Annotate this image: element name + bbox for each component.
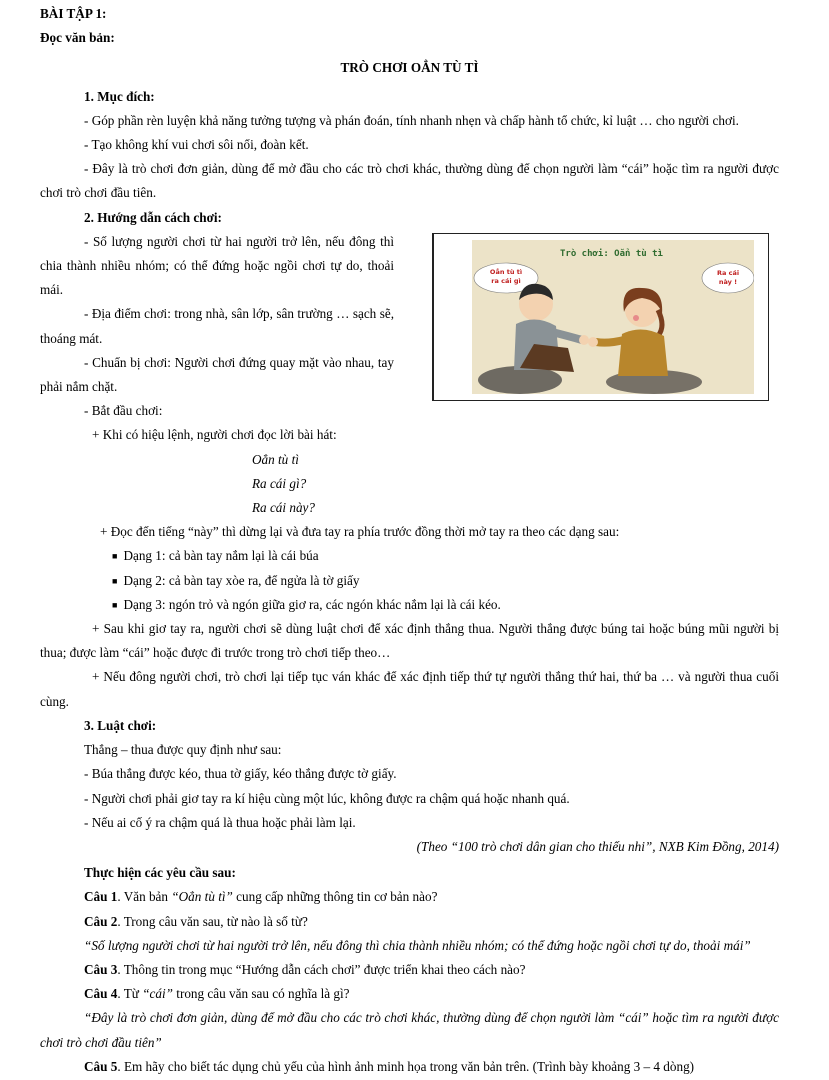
questions-heading: Thực hiện các yêu cầu sau: [84,865,236,881]
question-2-text: . Trong câu văn sau, từ nào là số từ? [117,913,308,929]
question-1-text-c: cung cấp những thông tin cơ bản nào? [232,889,438,905]
figure-frame-left [432,234,434,400]
section-2-wrapped-text [40,230,394,399]
bullet-item-1: ■ Dạng 1: cả bàn tay nắm lại là cái búa [40,544,779,568]
bullet-item-3: ■ Dạng 3: ngón trỏ và ngón giữa giơ ra, các ngón khác nắm lại là cái kéo. [40,593,779,617]
section-1-para-1: - Góp phần rèn luyện khả năng tưởng tượng và phán đoán, tính nhanh nhẹn và chấp hành tổ chức, kỉ luật … cho người chơi. [84,112,739,128]
document-title: TRÒ CHƠI OẲN TÙ TÌ [340,60,479,76]
question-2-label: Câu 2 [84,913,118,929]
question-3-text: . Thông tin trong mục “Hướng dẫn cách chơi” được triển khai theo cách nào? [117,961,526,977]
read-instruction: Đọc văn bản: [40,30,115,46]
question-2 [40,910,779,934]
question-4-text-b: “cái” [142,986,173,1002]
question-5 [40,1055,779,1079]
section-3-para-1: Thắng – thua được quy định như sau: [84,742,282,758]
question-4-label: Câu 4 [84,986,118,1002]
section-2-heading: 2. Hướng dẫn cách chơi: [84,209,222,225]
section-3-para-3: - Người chơi phải giơ tay ra kí hiệu cùng một lúc, không được ra chậm quá hoặc nhanh quá. [84,790,570,806]
section-2-para-1: - Số lượng người chơi từ hai người trở lên, nếu đông thì chia thành nhiều nhóm; có thể đứng hoặc ngồi chơi tự do, thoải mái. [40,233,394,298]
illustration-figure [432,233,769,401]
bullet-item-2: ■ Dạng 2: cả bàn tay xòe ra, để ngửa là tờ giấy [40,569,779,593]
poem-line-2: Ra cái gì? [252,475,307,491]
svg-text:Ra cái: Ra cái [716,269,740,277]
question-4-quote: “Đây là trò chơi đơn giản, dùng để mở đầu cho các trò chơi khác, thường dùng để chọn người làm “cái” hoặc tìm ra người được chơi trò chơi đầu tiên” [40,1010,779,1050]
section-1-heading: 1. Mục đích: [84,88,155,104]
illustration-image [472,240,754,394]
svg-text:này !: này ! [718,278,738,286]
section-2-para-8: + Nếu đông người chơi, trò chơi lại tiếp tục ván khác để xác định tiếp thứ tự người thắng thứ hai, thứ ba … và người thua cuối cùng. [40,669,779,709]
section-2-para-4: - Bắt đầu chơi: [84,403,163,419]
question-1-text-b: “Oẳn tù tì” [171,889,233,905]
section-3-para-2: - Búa thắng được kéo, thua tờ giấy, kéo thắng được tờ giấy. [84,766,397,782]
section-2-para-5: + Khi có hiệu lệnh, người chơi đọc lời bài hát: [92,427,337,443]
question-1-label: Câu 1 [84,889,118,905]
section-3-para-4: - Nếu ai cố ý ra chậm quá là thua hoặc phải làm lại. [84,814,356,830]
poem-line-3: Ra cái này? [252,500,315,516]
question-1 [40,885,779,909]
section-1-para-3: - Đây là trò chơi đơn giản, dùng để mở đầu cho các trò chơi khác, thường dùng để chọn người làm “cái” hoặc tìm ra người được chơi trò chơi đầu tiên. [40,161,779,201]
exercise-label: BÀI TẬP 1: [40,6,107,21]
section-3-heading: 3. Luật chơi: [84,717,157,733]
question-4 [40,982,779,1006]
question-4-text-c: trong câu văn sau có nghĩa là gì? [172,986,350,1002]
question-5-text: . Em hãy cho biết tác dụng chủ yếu của hình ảnh minh họa trong văn bản trên. (Trình bày khoảng 3 – 4 dòng) [117,1058,695,1074]
bubble-left-line: Oẳn tù tì [489,268,523,276]
section-1-para-2: - Tạo không khí vui chơi sôi nổi, đoàn kết. [84,137,309,153]
question-3-label: Câu 3 [84,961,118,977]
poem-line-1: Oẳn tù tì [252,451,299,467]
question-3 [40,958,779,982]
question-2-quote: “Số lượng người chơi từ hai người trở lên, nếu đông thì chia thành nhiều nhóm; có thể đứng hoặc ngồi chơi tự do, thoải mái” [84,937,751,953]
section-2-para-7: + Sau khi giơ tay ra, người chơi sẽ dùng luật chơi để xác định thắng thua. Người thắng được búng tai hoặc búng mũi người bị thua; được làm “cái” hoặc được đi trước trong trò chơi tiếp theo… [40,621,779,661]
question-4-text-a: . Từ [117,986,143,1002]
section-2-para-3: - Chuẩn bị chơi: Người chơi đứng quay mặt vào nhau, tay phải nắm chặt. [40,354,394,395]
section-2-para-6: + Đọc đến tiếng “này” thì dừng lại và đưa tay ra phía trước đồng thời mở tay ra theo các dạng sau: [100,524,620,540]
source-citation: (Theo “100 trò chơi dân gian cho thiếu nhi”, NXB Kim Đồng, 2014) [416,838,779,854]
question-5-label: Câu 5 [84,1058,118,1074]
question-1-text-a: . Văn bản [117,889,172,905]
section-2-para-2: - Địa điểm chơi: trong nhà, sân lớp, sân trường … sạch sẽ, thoáng mát. [40,306,394,346]
svg-text:ra cái gì: ra cái gì [491,277,521,285]
illustration-caption: Trò chơi: Oẳn tù tì [560,249,663,259]
